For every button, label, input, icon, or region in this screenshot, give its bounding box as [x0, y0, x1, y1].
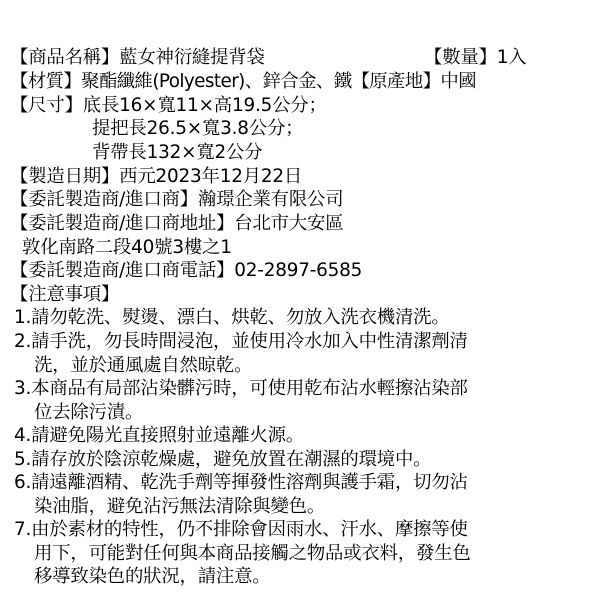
note-line: 3.本商品有局部沾染髒污時，可使用乾布沾水輕擦沾染部: [14, 378, 468, 399]
note-line: 4.請避免陽光直接照射並遠離火源。: [14, 425, 305, 446]
size-line-1: 【尺寸】底長16×寬11×高19.5公分；: [10, 95, 327, 116]
note-line: 洗，並於通風處自然晾乾。: [34, 355, 253, 376]
note-line: 移導致染色的狀況，請注意。: [34, 566, 271, 587]
size-line-2: 提把長26.5×寬3.8公分；: [92, 118, 304, 139]
phone-line: 【委託製造商/進口商電話】02-2897-6585: [10, 260, 363, 281]
product-name-line: 【商品名稱】藍女神衍縫提背袋: [10, 47, 265, 68]
note-line: 位去除污漬。: [34, 402, 144, 423]
note-line: 染油脂，避免沾污無法清除與變色。: [34, 496, 326, 517]
address-line-2: 敦化南路二段40號3樓之1: [22, 237, 232, 258]
manufacture-date: 【製造日期】西元2023年12月22日: [10, 166, 303, 187]
note-line: 用下，可能對任何與本商品接觸之物品或衣料，發生色: [34, 543, 471, 564]
note-line: 6.請遠離酒精、乾洗手劑等揮發性溶劑與護手霜，切勿沾: [14, 472, 468, 493]
notes-title: 【注意事項】: [10, 284, 120, 305]
material-origin-line: 【材質】聚酯纖維(Polyester)、鋅合金、鐵【原產地】中國: [10, 71, 477, 92]
maker-line: 【委託製造商/進口商】瀚璟企業有限公司: [10, 189, 344, 210]
note-line: 1.請勿乾洗、熨燙、漂白、烘乾、勿放入洗衣機清洗。: [14, 307, 450, 328]
size-line-3: 背帶長132×寬2公分: [92, 142, 263, 163]
note-line: 5.請存放於陰涼乾燥處，避免放置在潮濕的環境中。: [14, 449, 432, 470]
address-line-1: 【委託製造商/進口商地址】台北市大安區: [10, 213, 344, 234]
quantity-label: 【數量】1入: [424, 47, 527, 68]
note-line: 2.請手洗，勿長時間浸泡，並使用冷水加入中性清潔劑清: [14, 331, 468, 352]
note-line: 7.由於素材的特性，仍不排除會因雨水、汗水、摩擦等使: [14, 519, 468, 540]
